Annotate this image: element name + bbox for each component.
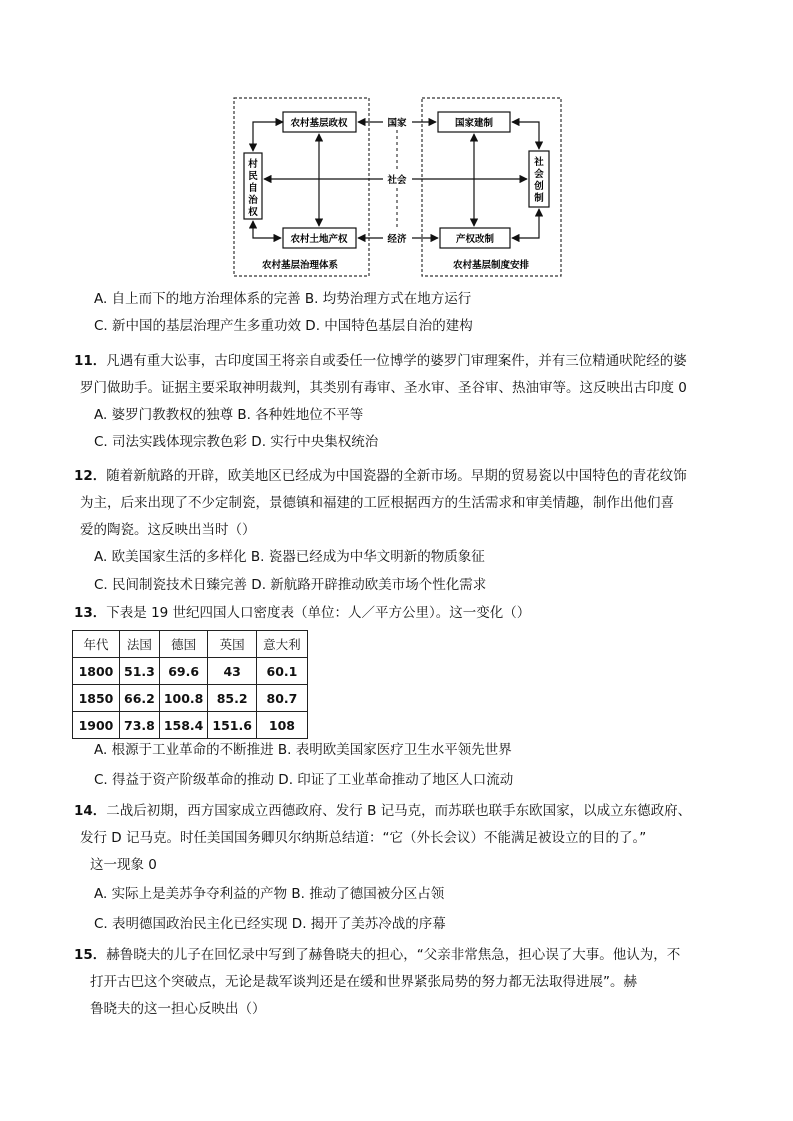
table-header-cell: 年代: [73, 631, 120, 658]
table-cell: 66.2: [120, 685, 160, 712]
q14-options-cd[interactable]: C. 表明德国政治民主化已经实现 D. 揭开了美苏冷战的序幕: [94, 916, 446, 932]
q12-stem-line2: 为主，后来出现了不少定制瓷，景德镇和福建的工匠根据西方的生活需求和审美情趣，制作出他们喜: [80, 495, 674, 511]
q13-options-ab[interactable]: A. 根源于工业革命的不断推进 B. 表明欧美国家医疗卫生水平领先世界: [94, 742, 512, 758]
q14-stem-line2: 发行 D 记马克。时任美国国务卿贝尔纳斯总结道：“它（外长会议）不能满足被设立的目的了。”: [80, 830, 647, 846]
node-villager-autonomy: 村民自治权: [248, 159, 258, 218]
q15-number: 15．: [74, 947, 107, 963]
q15-stem-line2: 打开古巴这个突破点，无论是裁军谈判还是在缓和世界紧张局势的努力都无法取得进展”。赫: [90, 974, 637, 990]
q11-options-cd[interactable]: C. 司法实践体现宗教色彩 D. 实行中央集权统治: [94, 434, 379, 450]
node-rural-grassroots-power: 农村基层政权: [290, 118, 348, 129]
node-property-reform: 产权改制: [455, 234, 495, 245]
node-social-creation: 社会创制: [534, 157, 544, 204]
table-header-cell: 意大利: [256, 631, 307, 658]
table-cell: 69.6: [159, 658, 208, 685]
q13-stem-line1: 13．下表是 19 世纪四国人口密度表（单位：人／平方公里）。这一变化（）: [74, 605, 531, 621]
table-header-cell: 英国: [208, 631, 257, 658]
q12-options-cd[interactable]: C. 民间制瓷技术日臻完善 D. 新航路开辟推动欧美市场个性化需求: [94, 577, 487, 593]
q11-stem-line1: 11．凡遇有重大讼事，古印度国王将亲自或委任一位博学的婆罗门审理案件，并有三位精通吠陀经的婆: [74, 353, 687, 369]
q11-number: 11．: [74, 353, 107, 369]
table-cell: 1900: [73, 712, 120, 739]
link-label-economy: 经济: [387, 234, 407, 245]
table-cell: 80.7: [256, 685, 307, 712]
q13-number: 13．: [74, 605, 107, 621]
q12-number: 12．: [74, 468, 107, 484]
table-cell: 108: [256, 712, 307, 739]
q14-options-ab[interactable]: A. 实际上是美苏争夺利益的产物 B. 推动了德国被分区占领: [94, 886, 445, 902]
q14-stem-line1: 14．二战后初期，西方国家成立西德政府、发行 B 记马克，而苏联也联手东欧国家，以成立东德政府、: [74, 803, 692, 819]
q14-number: 14．: [74, 803, 107, 819]
table-row: [73, 712, 308, 739]
governance-diagram: [228, 95, 564, 280]
table-header-row: [73, 631, 308, 658]
q12-stem-line1: 12．随着新航路的开辟，欧美地区已经成为中国瓷器的全新市场。早期的贸易瓷以中国特色的青花纹饰: [74, 468, 687, 484]
table-header-cell: 德国: [159, 631, 208, 658]
q10-options-ab[interactable]: A. 自上而下的地方治理体系的完善 B. 均势治理方式在地方运行: [94, 291, 472, 307]
table-cell: 73.8: [120, 712, 160, 739]
table-cell: 60.1: [256, 658, 307, 685]
link-label-state: 国家: [387, 118, 407, 129]
table-cell: 158.4: [159, 712, 208, 739]
table-cell: 51.3: [120, 658, 160, 685]
link-label-society: 社会: [387, 175, 407, 186]
table-cell: 1850: [73, 685, 120, 712]
q15-stem-line1: 15．赫鲁晓夫的儿子在回忆录中写到了赫鲁晓夫的担心，“父亲非常焦急，担心误了大事。他认为，不: [74, 947, 681, 963]
q14-stem-line3: 这一现象 0: [90, 857, 157, 873]
q13-options-cd[interactable]: C. 得益于资产阶级革命的推动 D. 印证了工业革命推动了地区人口流动: [94, 772, 514, 788]
right-box-caption: 农村基层制度安排: [452, 260, 530, 271]
q12-stem-line3: 爱的陶瓷。这反映出当时（）: [80, 522, 256, 538]
table-header-cell: 法国: [120, 631, 160, 658]
q11-options-ab[interactable]: A. 婆罗门教教权的独尊 B. 各种姓地位不平等: [94, 407, 364, 423]
node-state-system: 国家建制: [454, 118, 494, 129]
q10-options-cd[interactable]: C. 新中国的基层治理产生多重功效 D. 中国特色基层自治的建构: [94, 318, 473, 334]
q11-stem-line2: 罗门做助手。证据主要采取神明裁判，其类别有毒审、圣水审、圣谷审、热油审等。这反映出古印度 0: [80, 380, 687, 396]
q15-stem-line3: 鲁晓夫的这一担心反映出（）: [90, 1001, 266, 1017]
population-density-table: [72, 630, 308, 739]
table-cell: 1800: [73, 658, 120, 685]
table-cell: 43: [208, 658, 257, 685]
table-cell: 85.2: [208, 685, 257, 712]
table-cell: 100.8: [159, 685, 208, 712]
node-rural-land-property: 农村土地产权: [290, 234, 348, 245]
q12-options-ab[interactable]: A. 欧美国家生活的多样化 B. 瓷器已经成为中华文明新的物质象征: [94, 549, 485, 565]
table-row: [73, 685, 308, 712]
table-row: [73, 658, 308, 685]
table-cell: 151.6: [208, 712, 257, 739]
left-box-caption: 农村基层治理体系: [261, 260, 339, 271]
